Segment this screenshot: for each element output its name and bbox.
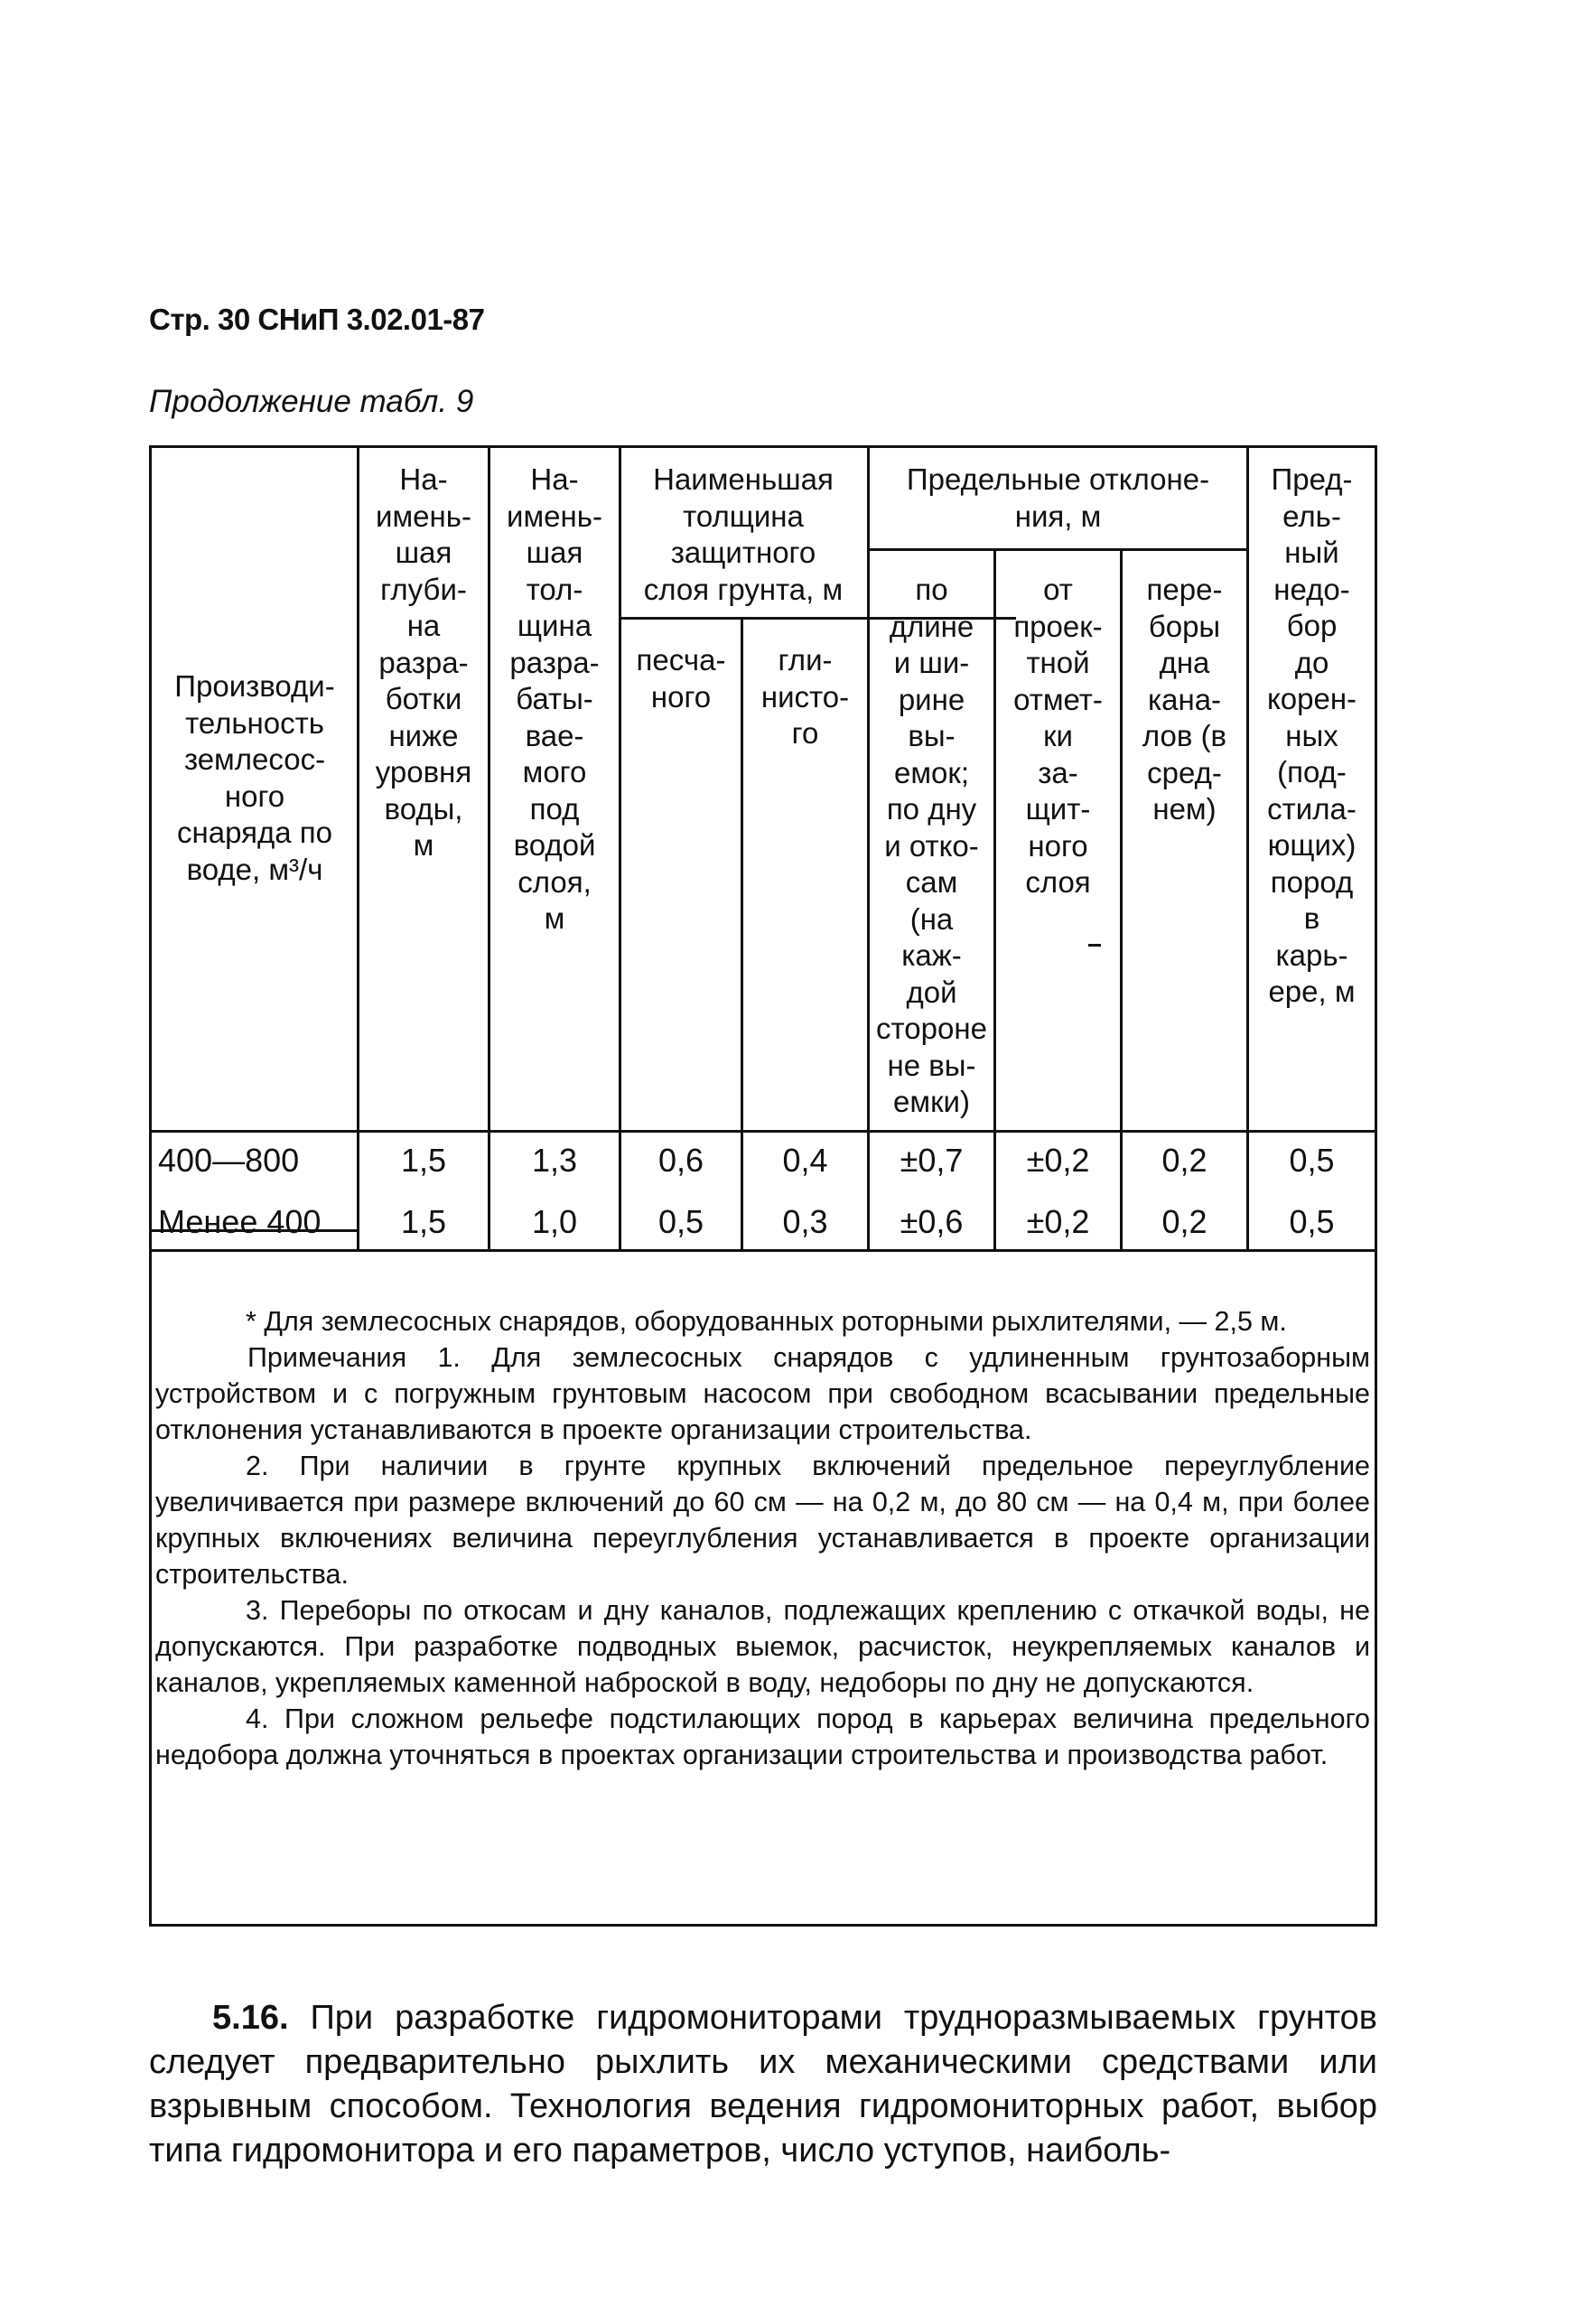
table-row-1-col7: ±0,2 — [1026, 1142, 1090, 1179]
header-min-depth: На- имень- шая глуби- на разра- ботки ниже уровня воды, м — [375, 462, 472, 862]
header-productivity: Производи- тельность землесос- ного снаряда по воде, м³/ч — [174, 669, 335, 886]
header-deviations-group: Предельные отклоне- ния, м — [906, 462, 1210, 533]
header-bottom-border — [149, 1130, 1377, 1133]
table-row-1-col9: 0,5 — [1289, 1142, 1335, 1179]
table-row-2-col2: 1,5 — [400, 1203, 447, 1240]
table-row-2-col3: 1,0 — [531, 1203, 578, 1240]
section-number: 5.16. — [212, 1999, 289, 2037]
dash-mark — [1088, 944, 1101, 947]
header-max-underdig: Пред- ель- ный недо- бор до корен- ных (под- стила- ющих) пород в карь- ере, м — [1266, 462, 1357, 1008]
table-row-2-col8: 0,2 — [1161, 1203, 1207, 1240]
notes-left-border — [149, 1249, 152, 1927]
table-row-1-col8: 0,2 — [1161, 1142, 1207, 1179]
table-row-2-col4: 0,5 — [657, 1203, 704, 1240]
table-row-2-col9: 0,5 — [1289, 1203, 1335, 1240]
header-dev-design-mark: от проек- тной отмет- ки за- щит- ного слоя — [1013, 573, 1103, 899]
note-3: 3. Переборы по откосам и дну каналов, подлежащих креплению с откачкой воды, не допускаются. При разработке подводных выемок, расчисток, неукрепляемых каналов и каналов, укрепляемых каменной наброской в воду, недоборы по дну не допускаются. — [155, 1595, 1370, 1698]
note-4: 4. При сложном рельефе подстилающих пород в карьерах величина предельного недобора должна уточняться в проектах организации строительства и производства работ. — [155, 1703, 1370, 1770]
table-row-1-col6: ±0,7 — [900, 1142, 964, 1179]
footnote: * Для землесосных снарядов, оборудованных роторными рыхлителями, — 2,5 м. — [246, 1306, 1287, 1337]
table-row-1-col3: 1,3 — [531, 1142, 578, 1179]
table-top-border — [149, 445, 1377, 448]
table-row-2-productivity: Менее 400 — [158, 1203, 322, 1240]
section-text: При разработке гидромониторами трудноразмываемых грунтов следует предварительно рыхлить их механическими средствами или взрывным способом. Технология ведения гидромониторных работ, выбор типа гидромонитора и его параметров, число уступов, наиболь- — [149, 1999, 1377, 2170]
page-header: Стр. 30 СНиП 3.02.01-87 — [149, 303, 485, 336]
table-row-1-col4: 0,6 — [657, 1142, 704, 1179]
table-row-1-productivity: 400—800 — [158, 1142, 300, 1179]
table-left-border — [149, 445, 152, 1252]
header-protective-clay: гли- нисто- го — [760, 643, 850, 750]
table-row-1-col2: 1,5 — [400, 1142, 447, 1179]
table — [149, 445, 1377, 1258]
table-bottom-border — [149, 1249, 1377, 1252]
table-notes — [155, 1303, 1370, 1773]
header-dev-length-width: по длине и ши- рине вы- емок; по дну и отко- сам (на каж- дой стороне не вы- емки) — [876, 573, 987, 1118]
header-sub-divider-dev — [867, 548, 1246, 551]
header-dev-overdig: пере- боры дна кана- лов (в сред- нем) — [1142, 573, 1227, 826]
section-paragraph — [149, 1996, 1377, 2173]
notes-bottom-border — [149, 1924, 1377, 1927]
table-row-2-col5: 0,3 — [782, 1203, 828, 1240]
table-row-2-col6: ±0,6 — [900, 1203, 964, 1240]
notes-right-border — [1375, 1249, 1377, 1927]
header-protective-sand: песча- ного — [636, 643, 726, 714]
table-right-border — [1375, 445, 1377, 1252]
note-2: 2. При наличии в грунте крупных включений предельное переуглубление увеличивается при размере включений до 60 см — на 0,2 м, до 80 см — на 0,4 м, при более крупных включениях величина переуглубления устанавливается в проекте организации строительства. — [155, 1451, 1370, 1590]
table-row-1-col5: 0,4 — [782, 1142, 828, 1179]
header-min-layer-thickness: На- имень- шая тол- щина разра- баты- вае- мого под водой слоя, м — [507, 462, 602, 935]
table-row-2-col7: ±0,2 — [1026, 1203, 1090, 1240]
header-protective-layer-group: Наименьшая толщина защитного слоя грунта, м — [643, 462, 844, 606]
table-caption: Продолжение табл. 9 — [149, 384, 474, 419]
note-1: Примечания 1. Для землесосных снарядов с удлиненным грунтозаборным устройством и с погружным грунтовым насосом при свободном всасывании предельные отклонения устанавливаются в проекте организации строительства. — [155, 1342, 1370, 1445]
